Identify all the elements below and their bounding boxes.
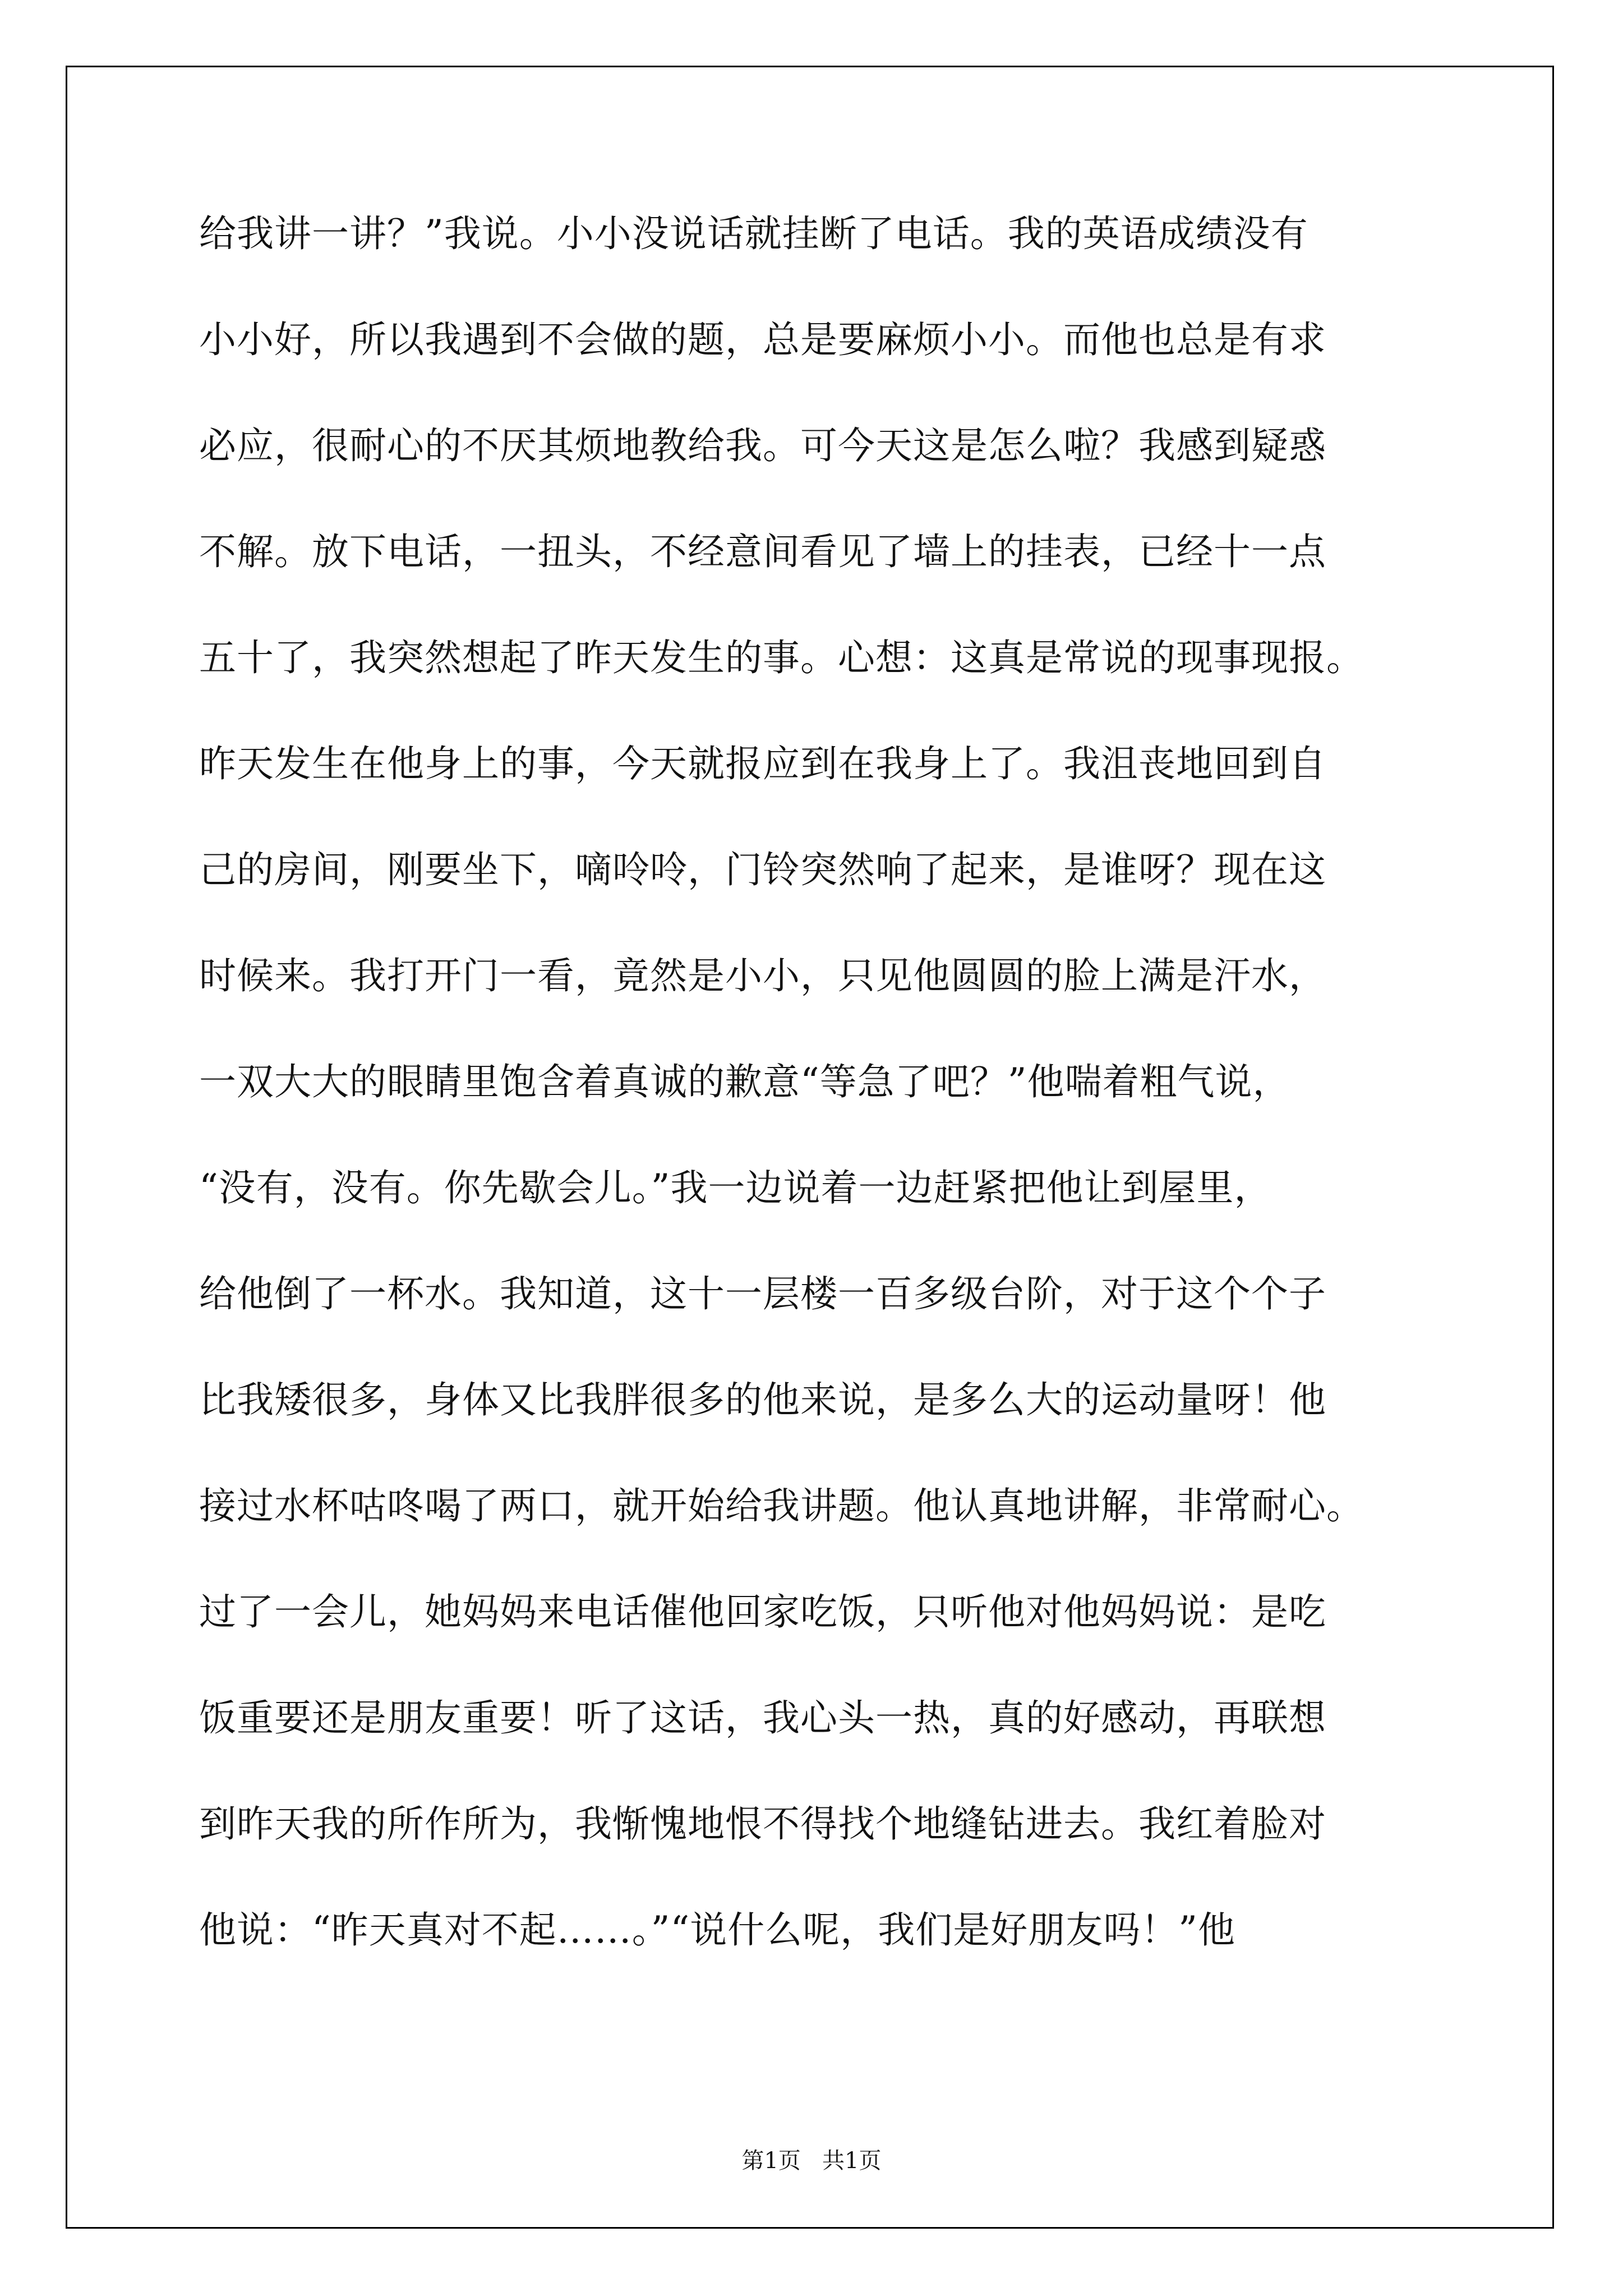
page-number-footer: 第1页 共1页 bbox=[741, 2148, 882, 2174]
text-line: 必应，很耐心的不厌其烦地教给我。可今天这是怎么啦？我感到疑惑 bbox=[199, 424, 1326, 467]
text-line: 时候来。我打开门一看，竟然是小小，只见他圆圆的脸上满是汗水， bbox=[199, 954, 1326, 997]
text-line: 饭重要还是朋友重要！听了这话，我心头一热，真的好感动，再联想 bbox=[199, 1696, 1326, 1740]
text-line: 昨天发生在他身上的事，今天就报应到在我身上了。我沮丧地回到自 bbox=[199, 742, 1326, 785]
text-line: “没有，没有。你先歇会儿。”我一边说着一边赶紧把他让到屋里， bbox=[199, 1166, 1272, 1209]
text-line: 不解。放下电话，一扭头，不经意间看见了墙上的挂表，已经十一点 bbox=[199, 530, 1326, 573]
document-body bbox=[199, 203, 1444, 2005]
text-line: 给他倒了一杯水。我知道，这十一层楼一百多级台阶，对于这个个子 bbox=[199, 1272, 1326, 1315]
text-line: 一双大大的眼睛里饱含着真诚的歉意“等急了吧？”他喘着粗气说， bbox=[199, 1060, 1290, 1103]
text-line: 到昨天我的所作所为，我惭愧地恨不得找个地缝钻进去。我红着脸对 bbox=[199, 1802, 1326, 1846]
text-line: 小小好，所以我遇到不会做的题，总是要麻烦小小。而他也总是有求 bbox=[199, 318, 1326, 361]
text-line: 他说：“昨天真对不起……。”“说什么呢，我们是好朋友吗！”他 bbox=[199, 1908, 1235, 1952]
text-line: 比我矮很多，身体又比我胖很多的他来说，是多么大的运动量呀！他 bbox=[199, 1378, 1326, 1421]
text-line: 给我讲一讲？”我说。小小没说话就挂断了电话。我的英语成绩没有 bbox=[199, 212, 1308, 255]
text-line: 接过水杯咕咚喝了两口，就开始给我讲题。他认真地讲解，非常耐心。 bbox=[199, 1484, 1364, 1527]
text-line: 己的房间，刚要坐下，嘀呤呤，门铃突然响了起来，是谁呀？现在这 bbox=[199, 848, 1326, 891]
text-line: 五十了，我突然想起了昨天发生的事。心想：这真是常说的现事现报。 bbox=[199, 636, 1364, 679]
text-line: 过了一会儿，她妈妈来电话催他回家吃饭，只听他对他妈妈说：是吃 bbox=[199, 1590, 1326, 1634]
